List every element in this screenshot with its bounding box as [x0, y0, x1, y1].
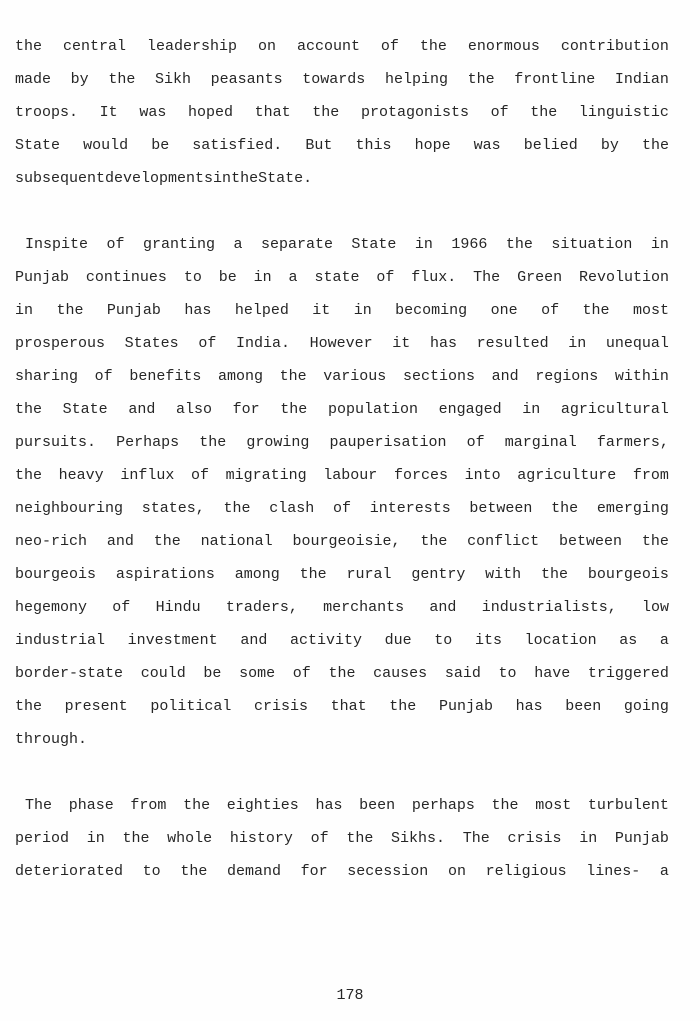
word: of [94, 368, 113, 385]
word: and [429, 599, 457, 616]
text-line [15, 30, 669, 63]
word: perhaps [411, 797, 475, 814]
word: Revolution [578, 269, 669, 286]
word: be [203, 665, 222, 682]
word: investment [127, 632, 218, 649]
word: account [296, 38, 360, 55]
word: The [25, 797, 53, 814]
word: heavy [58, 467, 104, 484]
word: the [223, 500, 251, 517]
word: the [505, 236, 533, 253]
word: from [632, 467, 669, 484]
paragraph-gap [15, 195, 669, 228]
word: on [447, 863, 466, 880]
word: Sikh [154, 71, 191, 88]
word: regions [535, 368, 599, 385]
word: Punjab [614, 830, 669, 847]
text-line [15, 96, 669, 129]
word: enormous [467, 38, 540, 55]
text-line [15, 624, 669, 657]
word: sharing [15, 368, 79, 385]
word: in [414, 236, 433, 253]
word: by [600, 137, 619, 154]
word: Perhaps [116, 434, 180, 451]
word: of [190, 467, 209, 484]
word: it [312, 302, 331, 319]
word: Green [517, 269, 563, 286]
word: helping [384, 71, 448, 88]
word: Hindu [155, 599, 201, 616]
word: causes [373, 665, 428, 682]
word: flux. [411, 269, 457, 286]
word: in [353, 302, 372, 319]
paragraph-1 [15, 30, 669, 195]
page-number: 178 [336, 987, 364, 1004]
word: hope [414, 137, 451, 154]
word: towards [302, 71, 366, 88]
word: the [419, 38, 447, 55]
word: would [83, 137, 129, 154]
word: in [15, 302, 34, 319]
word: due [384, 632, 412, 649]
word: Sikhs. [391, 830, 446, 847]
text-line [15, 228, 669, 261]
word: as [619, 632, 638, 649]
word: in [213, 170, 232, 187]
word: religious [485, 863, 567, 880]
word: hoped [187, 104, 233, 121]
word: the [108, 71, 136, 88]
word: the [15, 38, 43, 55]
word: has [315, 797, 343, 814]
text-line [15, 294, 669, 327]
page-text-body [15, 30, 669, 888]
word: present [64, 698, 128, 715]
word: and [128, 401, 156, 418]
word: the [299, 566, 327, 583]
word: to [142, 863, 161, 880]
text-line [15, 558, 669, 591]
word: has [515, 698, 543, 715]
word: been [565, 698, 602, 715]
word: of [112, 599, 131, 616]
word: The [473, 269, 501, 286]
word: the [15, 401, 43, 418]
word: continues [85, 269, 167, 286]
word: a [659, 863, 669, 880]
word: contribution [560, 38, 669, 55]
word: of [310, 830, 329, 847]
word: crisis [253, 698, 308, 715]
word: the [15, 467, 43, 484]
word: the [641, 137, 669, 154]
word: most [535, 797, 572, 814]
word: of [198, 335, 217, 352]
word: it [392, 335, 411, 352]
word: in [86, 830, 105, 847]
word: be [218, 269, 237, 286]
word: the [56, 302, 84, 319]
word: central [62, 38, 126, 55]
word: crisis [507, 830, 562, 847]
word: in [568, 335, 587, 352]
text-line [15, 327, 669, 360]
word: of [106, 236, 125, 253]
word: within [614, 368, 669, 385]
word: a [233, 236, 243, 253]
word: the [551, 500, 579, 517]
word: the [420, 533, 448, 550]
text-line [15, 789, 669, 822]
word: the [582, 302, 610, 319]
word: the [180, 863, 208, 880]
word: linguistic [578, 104, 669, 121]
word: was [139, 104, 167, 121]
word: bourgeois [587, 566, 669, 583]
word: that [330, 698, 367, 715]
word: and [240, 632, 268, 649]
word: with [485, 566, 522, 583]
word: the [122, 830, 150, 847]
word: national [200, 533, 273, 550]
word: some [239, 665, 276, 682]
word: resulted [476, 335, 549, 352]
word: satisfied. [192, 137, 283, 154]
word: has [184, 302, 212, 319]
text-line [15, 855, 669, 888]
word: among [217, 368, 263, 385]
word: subsequent [15, 170, 106, 187]
word: have [534, 665, 571, 682]
text-line [15, 822, 669, 855]
text-line [15, 261, 669, 294]
word: phase [68, 797, 114, 814]
word: conflict [467, 533, 540, 550]
word: the [183, 797, 211, 814]
word: of [376, 269, 395, 286]
word: population [327, 401, 418, 418]
word: prosperous [15, 335, 106, 352]
word: on [257, 38, 276, 55]
word: State [62, 401, 108, 418]
word: becoming [395, 302, 468, 319]
word: history [229, 830, 293, 847]
word: of [490, 104, 509, 121]
word: through. [15, 731, 88, 748]
word: political [150, 698, 232, 715]
text-line [15, 129, 669, 162]
word: period [15, 830, 70, 847]
word: of [541, 302, 560, 319]
word: could [140, 665, 186, 682]
word: bourgeois [15, 566, 97, 583]
text-line [15, 591, 669, 624]
word: in [579, 830, 598, 847]
word: between [469, 500, 533, 517]
word: agriculture [517, 467, 617, 484]
word: whole [167, 830, 213, 847]
word: industrialists, [481, 599, 617, 616]
word: forces [393, 467, 448, 484]
word: bourgeoisie, [292, 533, 401, 550]
word: growing [246, 434, 310, 451]
word: The [462, 830, 490, 847]
text-line [15, 492, 669, 525]
text-line [15, 657, 669, 690]
word: emerging [596, 500, 669, 517]
word: pauperisation [329, 434, 447, 451]
word: been [359, 797, 396, 814]
word: of [466, 434, 485, 451]
word: to [434, 632, 453, 649]
text-line [15, 459, 669, 492]
word: for [300, 863, 328, 880]
word: was [473, 137, 501, 154]
word: marginal [504, 434, 577, 451]
word: clash [269, 500, 315, 517]
word: demand [226, 863, 281, 880]
word: neighbouring [15, 500, 124, 517]
word: the [280, 401, 308, 418]
word: in [253, 269, 272, 286]
word: also [175, 401, 212, 418]
word: state [314, 269, 360, 286]
word: made [15, 71, 52, 88]
word: various [323, 368, 387, 385]
word: its [474, 632, 502, 649]
word: leadership [146, 38, 237, 55]
word: aspirations [115, 566, 215, 583]
word: be [151, 137, 170, 154]
word: labour [323, 467, 378, 484]
word: to [183, 269, 202, 286]
word: protagonists [360, 104, 469, 121]
word: the [346, 830, 374, 847]
word: unequal [605, 335, 669, 352]
word: States [124, 335, 179, 352]
text-line [15, 360, 669, 393]
word: the [491, 797, 519, 814]
word: interests [369, 500, 451, 517]
word: triggered [587, 665, 669, 682]
word: rural [346, 566, 392, 583]
word: migrating [225, 467, 307, 484]
word: between [559, 533, 623, 550]
word: turbulent [587, 797, 669, 814]
word: granting [142, 236, 215, 253]
word: frontline [514, 71, 596, 88]
word: the [231, 170, 259, 187]
word: of [380, 38, 399, 55]
word: and [106, 533, 134, 550]
word: industrial [15, 632, 106, 649]
word: the [15, 698, 43, 715]
word: lines- [586, 863, 641, 880]
word: of [332, 500, 351, 517]
word: Punjab [106, 302, 161, 319]
paragraph-gap [15, 756, 669, 789]
text-line [15, 162, 669, 195]
word: pursuits. [15, 434, 97, 451]
word: the [312, 104, 340, 121]
word: in [650, 236, 669, 253]
word: peasants [210, 71, 283, 88]
text-line [15, 63, 669, 96]
word: the [530, 104, 558, 121]
word: one [490, 302, 518, 319]
word: into [464, 467, 501, 484]
word: belied [523, 137, 578, 154]
word: It [99, 104, 118, 121]
word: low [641, 599, 669, 616]
word: deteriorated [15, 863, 124, 880]
word: sections [402, 368, 475, 385]
word: location [524, 632, 597, 649]
word: the [467, 71, 495, 88]
word: the [199, 434, 227, 451]
word: gentry [411, 566, 466, 583]
word: separate [260, 236, 333, 253]
word: Punjab [15, 269, 70, 286]
word: Indian [614, 71, 669, 88]
word: merchants [323, 599, 405, 616]
word: State [351, 236, 397, 253]
word: However [309, 335, 373, 352]
word: a [659, 632, 669, 649]
word: the [541, 566, 569, 583]
text-line [15, 426, 669, 459]
word: Punjab [438, 698, 493, 715]
word: has [429, 335, 457, 352]
word: to [498, 665, 517, 682]
word: India. [235, 335, 290, 352]
text-line [15, 690, 669, 723]
word: State. [258, 170, 313, 187]
word: benefits [129, 368, 202, 385]
text-line [15, 393, 669, 426]
word: the [641, 533, 669, 550]
word: states, [141, 500, 205, 517]
word: most [632, 302, 669, 319]
word: troops. [15, 104, 79, 121]
word: traders, [225, 599, 298, 616]
word: eighties [226, 797, 299, 814]
word: for [232, 401, 260, 418]
word: in [522, 401, 541, 418]
word: Inspite [25, 236, 89, 253]
word: and [491, 368, 519, 385]
word: the [279, 368, 307, 385]
paragraph-2 [15, 228, 669, 756]
word: by [70, 71, 89, 88]
word: neo-rich [15, 533, 88, 550]
word: this [355, 137, 392, 154]
word: from [130, 797, 167, 814]
word: said [444, 665, 481, 682]
word: situation [551, 236, 633, 253]
word: influx [120, 467, 175, 484]
word: the [328, 665, 356, 682]
word: the [389, 698, 417, 715]
paragraph-3 [15, 789, 669, 888]
word: that [254, 104, 291, 121]
word: State [15, 137, 61, 154]
word: developments [105, 170, 214, 187]
word: the [153, 533, 181, 550]
word: among [234, 566, 280, 583]
text-line [15, 525, 669, 558]
word: of [292, 665, 311, 682]
word: border-state [15, 665, 124, 682]
word: engaged [438, 401, 502, 418]
word: farmers, [596, 434, 669, 451]
text-line [15, 723, 669, 756]
word: 1966 [451, 236, 488, 253]
word: hegemony [15, 599, 88, 616]
word: activity [289, 632, 362, 649]
word: a [288, 269, 298, 286]
word: helped [234, 302, 289, 319]
word: But [305, 137, 333, 154]
word: agricultural [560, 401, 669, 418]
word: going [623, 698, 669, 715]
word: secession [347, 863, 429, 880]
